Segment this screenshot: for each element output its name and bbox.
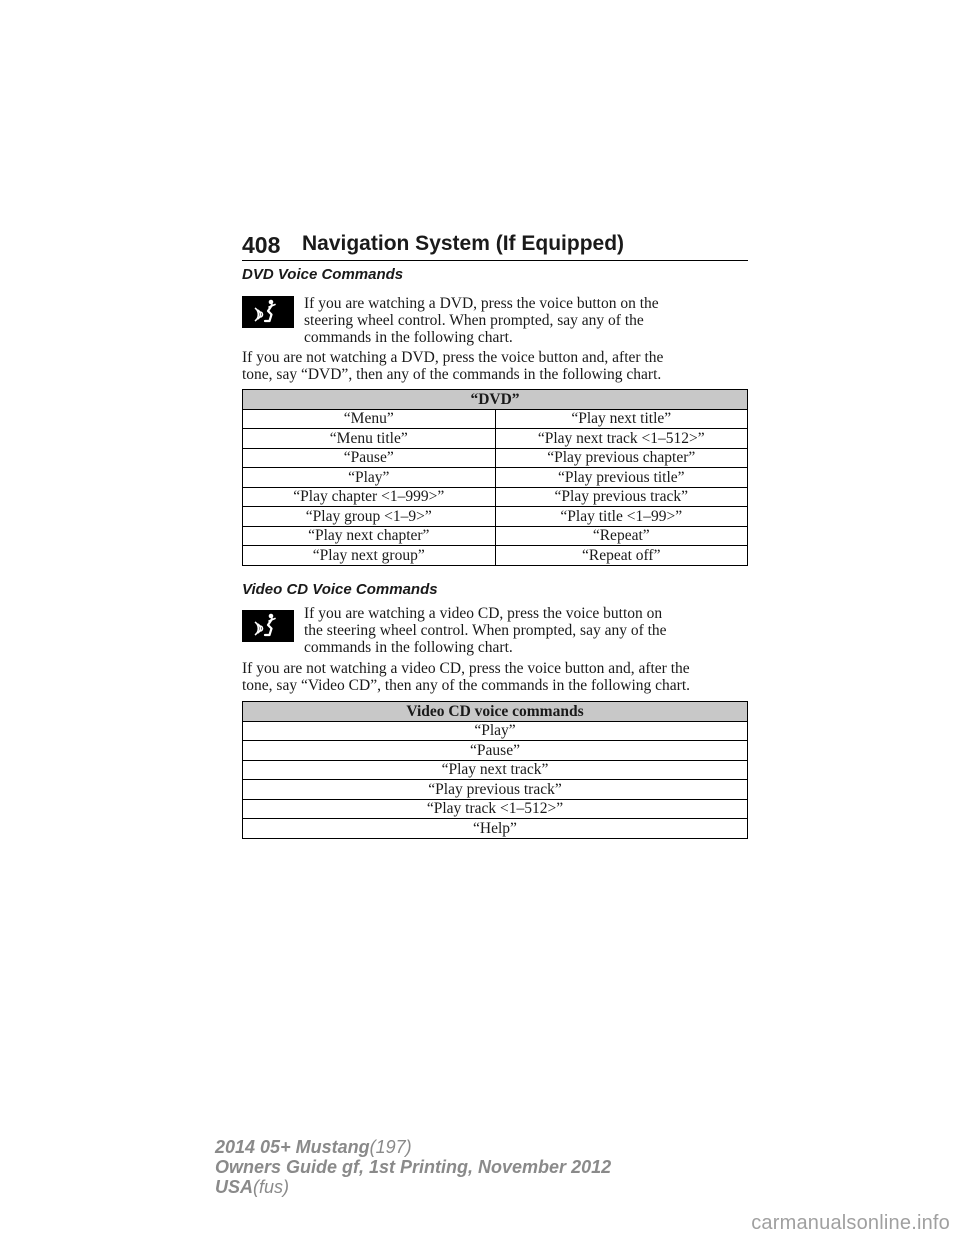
voice-command-icon — [242, 610, 294, 642]
table-row — [243, 487, 748, 507]
table-cell: “Play next chapter” — [243, 526, 496, 546]
section-title: Navigation System (If Equipped) — [302, 232, 625, 255]
table-cell: “Repeat” — [495, 526, 748, 546]
vcd-commands-table — [242, 701, 748, 839]
dvd-commands-table — [242, 389, 748, 566]
table-cell: “Menu” — [243, 409, 496, 429]
table-cell: “Play next track” — [243, 760, 748, 780]
table-cell: “Play title <1–99>” — [495, 507, 748, 527]
table-row — [243, 546, 748, 566]
footer-line — [215, 1177, 611, 1197]
text-line: steering wheel control. When prompted, say any of the — [304, 312, 644, 329]
table-row — [243, 799, 748, 819]
footer-market: USA — [215, 1177, 254, 1197]
table-row — [243, 721, 748, 741]
text-line: If you are not watching a video CD, press the voice button and, after the — [242, 660, 690, 677]
text-line: If you are not watching a DVD, press the voice button and, after the — [242, 349, 664, 366]
table-cell: “Repeat off” — [495, 546, 748, 566]
page-header — [242, 230, 748, 261]
table-cell: “Pause” — [243, 448, 496, 468]
table-row — [243, 507, 748, 527]
table-header: “DVD” — [243, 390, 748, 410]
table-row — [243, 760, 748, 780]
text-line: the steering wheel control. When prompted, say any of the — [304, 622, 667, 639]
dvd-heading: DVD Voice Commands — [242, 266, 404, 283]
footer-line: Owners Guide gf, 1st Printing, November 2012 — [215, 1157, 612, 1177]
table-row — [243, 409, 748, 429]
table-cell: “Play previous chapter” — [495, 448, 748, 468]
footer-model: 2014 05+ Mustang — [215, 1137, 370, 1157]
table-row — [243, 526, 748, 546]
table-cell: “Play track <1–512>” — [243, 799, 748, 819]
table-cell: “Help” — [243, 819, 748, 839]
text-line: tone, say “Video CD”, then any of the commands in the following chart. — [242, 677, 691, 694]
table-cell: “Play next track <1–512>” — [495, 429, 748, 449]
text-line: tone, say “DVD”, then any of the commands in the following chart. — [242, 366, 662, 383]
text-line: commands in the following chart. — [304, 329, 513, 346]
footer-market-code: (fus) — [253, 1177, 290, 1197]
table-cell: “Pause” — [243, 741, 748, 761]
table-cell: “Play” — [243, 468, 496, 488]
table-header: Video CD voice commands — [243, 702, 748, 722]
table-cell: “Play chapter <1–999>” — [243, 487, 496, 507]
table-row — [243, 819, 748, 839]
table-row — [243, 429, 748, 449]
watermark: carmanualsonline.info — [751, 1212, 950, 1234]
table-cell: “Menu title” — [243, 429, 496, 449]
table-row — [243, 780, 748, 800]
text-line: commands in the following chart. — [304, 639, 513, 656]
table-header-row — [243, 702, 748, 722]
table-row — [243, 468, 748, 488]
dvd-intro — [304, 295, 659, 346]
footer-code: (197) — [369, 1137, 412, 1157]
page-number: 408 — [242, 232, 281, 258]
table-cell: “Play” — [243, 721, 748, 741]
table-cell: “Play next title” — [495, 409, 748, 429]
vcd-paragraph — [242, 660, 690, 694]
text-line: If you are watching a DVD, press the voice button on the — [304, 295, 659, 312]
table-cell: “Play next group” — [243, 546, 496, 566]
vcd-intro — [304, 605, 667, 656]
table-cell: “Play previous track” — [495, 487, 748, 507]
table-row — [243, 448, 748, 468]
dvd-paragraph — [242, 349, 663, 383]
table-cell: “Play previous track” — [243, 780, 748, 800]
footer-line — [215, 1137, 611, 1157]
table-cell: “Play group <1–9>” — [243, 507, 496, 527]
voice-command-icon — [242, 296, 294, 328]
table-header-row — [243, 390, 748, 410]
vcd-heading: Video CD Voice Commands — [242, 581, 438, 598]
text-line: If you are watching a video CD, press the voice button on — [304, 605, 663, 622]
table-cell: “Play previous title” — [495, 468, 748, 488]
footer — [215, 1137, 611, 1197]
table-row — [243, 741, 748, 761]
